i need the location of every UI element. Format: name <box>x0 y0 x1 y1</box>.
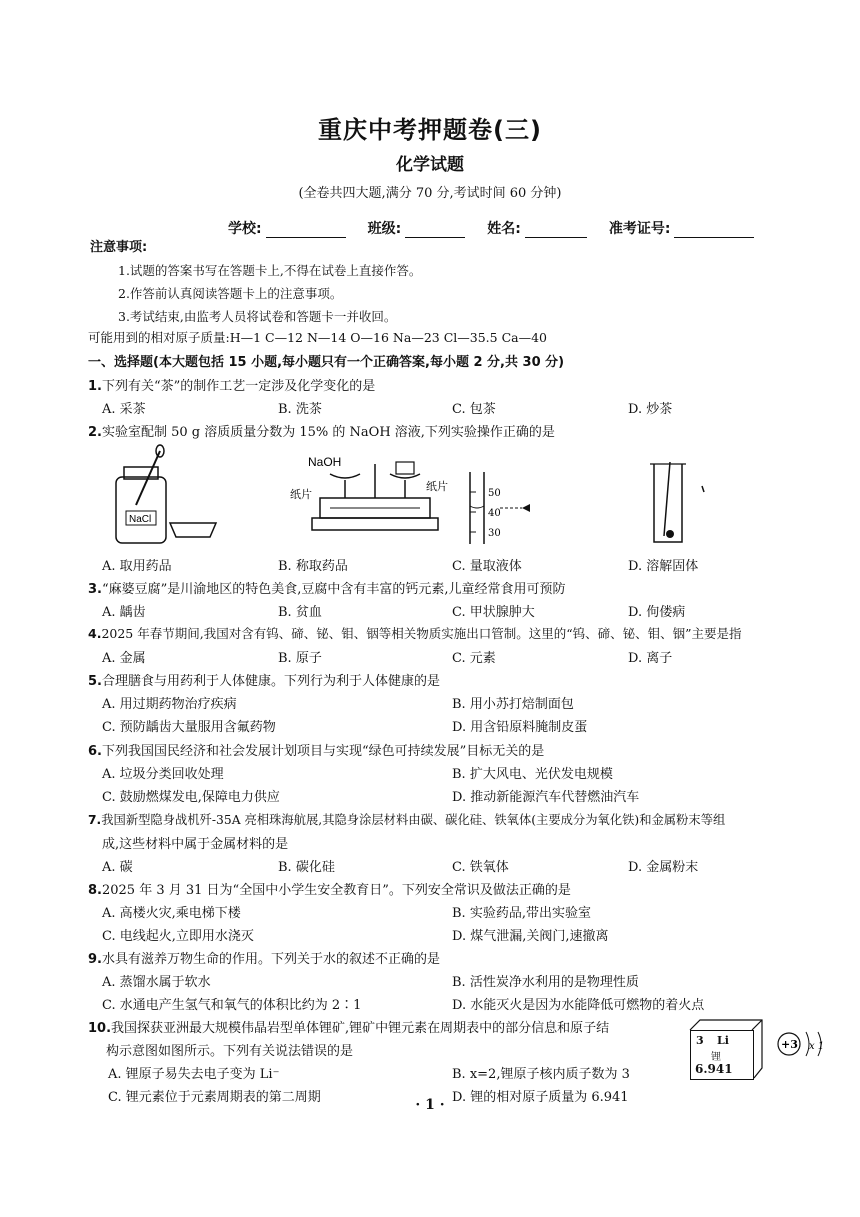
option[interactable]: C. 鼓励燃煤发电,保障电力供应 <box>102 790 280 805</box>
option[interactable]: A. 锂原子易失去电子变为 Li⁻ <box>108 1067 280 1082</box>
option[interactable]: A. 垃圾分类回收处理 <box>102 767 224 782</box>
option[interactable]: B. 称取药品 <box>278 559 348 574</box>
lithium-cube-edge <box>690 1020 770 1082</box>
page-title: 重庆中考押题卷(三) <box>318 116 542 144</box>
option[interactable]: D. 溶解固体 <box>628 559 699 574</box>
question-7-continued: 成,这些材料中属于金属材料的是 <box>102 837 289 852</box>
option[interactable]: D. 离子 <box>628 651 673 666</box>
question-1: 1.下列有关“茶”的制作工艺一定涉及化学变化的是 <box>88 379 376 394</box>
question-9: 9.水具有滋养万物生命的作用。下列关于水的叙述不正确的是 <box>88 952 440 967</box>
option[interactable]: A. 金属 <box>102 651 146 666</box>
exam-info: (全卷共四大题,满分 70 分,考试时间 60 分钟) <box>298 186 562 201</box>
paper-label-left: 纸片 <box>290 488 312 501</box>
cylinder-reading-figure <box>460 470 550 550</box>
question-10: 10.我国探获亚洲最大规模伟晶岩型单体锂矿,锂矿中锂元素在周期表中的部分信息和原子结 <box>88 1021 610 1036</box>
reagent-bottle-figure <box>110 445 230 555</box>
class-field[interactable]: 班级: <box>368 218 466 238</box>
notice-item: 1.试题的答案书写在答题卡上,不得在试卷上直接作答。 <box>118 263 422 278</box>
option[interactable]: B. 贫血 <box>278 605 322 620</box>
option[interactable]: C. 量取液体 <box>452 559 522 574</box>
question-10-continued: 构示意图如图所示。下列有关说法错误的是 <box>106 1044 354 1059</box>
question-3: 3.“麻婆豆腐”是川渝地区的特色美食,豆腐中含有丰富的钙元素,儿童经常食用可预防 <box>88 582 566 597</box>
option[interactable]: D. 水能灭火是因为水能降低可燃物的着火点 <box>452 998 705 1013</box>
option[interactable]: D. 煤气泄漏,关阀门,速撤离 <box>452 929 609 944</box>
option[interactable]: B. 活性炭净水利用的是物理性质 <box>452 975 639 990</box>
section-heading: 一、选择题(本大题包括 15 小题,每小题只有一个正确答案,每小题 2 分,共 30 分) <box>88 355 565 370</box>
naoh-label: NaOH <box>308 455 342 469</box>
option[interactable]: A. 采茶 <box>102 402 146 417</box>
option[interactable]: B. 用小苏打焙制面包 <box>452 697 574 712</box>
option[interactable]: D. 佝偻病 <box>628 605 686 620</box>
option[interactable]: B. x=2,锂原子核内质子数为 3 <box>452 1067 630 1082</box>
option[interactable]: D. 炒茶 <box>628 402 673 417</box>
atomic-structure-diagram <box>776 1028 836 1068</box>
exam-number-field[interactable]: 准考证号: <box>609 218 755 238</box>
atomic-masses: 可能用到的相对原子质量:H—1 C—12 N—14 O—16 Na—23 Cl—35.5 Ca—40 <box>88 330 547 345</box>
question-8: 8.2025 年 3 月 31 日为“全国中小学生安全教育日”。下列安全常识及做法正确的是 <box>88 883 571 898</box>
option[interactable]: B. 洗茶 <box>278 402 322 417</box>
dissolving-figure <box>640 458 730 553</box>
option[interactable]: B. 实验药品,带出实验室 <box>452 906 591 921</box>
option[interactable]: C. 水通电产生氢气和氧气的体积比约为 2∶1 <box>102 998 362 1013</box>
option[interactable]: C. 铁氧体 <box>452 860 509 875</box>
tick-label: 50 <box>488 488 501 499</box>
question-7: 7.我国新型隐身战机歼-35A 亮相珠海航展,其隐身涂层材料由碳、碳化硅、铁氧体(主要成分为氧化铁)和金属粉末等组 <box>88 813 726 827</box>
notice-item: 3.考试结束,由监考人员将试卷和答题卡一并收回。 <box>118 309 397 324</box>
element-name: 锂 <box>711 1052 721 1063</box>
paper-label-right: 纸片 <box>426 480 448 493</box>
option[interactable]: A. 碳 <box>102 860 133 875</box>
subject-title: 化学试题 <box>396 155 464 175</box>
atomic-number: 3 <box>696 1034 704 1047</box>
notice-heading: 注意事项: <box>90 240 148 255</box>
option[interactable]: D. 推动新能源汽车代替燃油汽车 <box>452 790 640 805</box>
option[interactable]: D. 金属粉末 <box>628 860 699 875</box>
nucleus-charge: +3 <box>781 1038 798 1051</box>
page-number: · 1 · <box>415 1097 445 1113</box>
name-field[interactable]: 姓名: <box>487 218 587 238</box>
option[interactable]: B. 碳化硅 <box>278 860 335 875</box>
option[interactable]: C. 电线起火,立即用水浇灭 <box>102 929 254 944</box>
element-symbol: Li <box>717 1034 729 1047</box>
tick-label: 30 <box>488 528 501 539</box>
option[interactable]: C. 甲状腺肿大 <box>452 605 535 620</box>
option[interactable]: C. 预防龋齿大量服用含氟药物 <box>102 720 276 735</box>
question-2: 2.实验室配制 50 g 溶质质量分数为 15% 的 NaOH 溶液,下列实验操作正确的是 <box>88 425 555 440</box>
option[interactable]: D. 锂的相对原子质量为 6.941 <box>452 1090 629 1105</box>
option[interactable]: C. 锂元素位于元素周期表的第二周期 <box>108 1090 321 1105</box>
option[interactable]: B. 扩大风电、光伏发电规模 <box>452 767 613 782</box>
question-6: 6.下列我国国民经济和社会发展计划项目与实现“绿色可持续发展”目标无关的是 <box>88 744 545 759</box>
notice-item: 2.作答前认真阅读答题卡上的注意事项。 <box>118 286 343 301</box>
shell-electrons: x 1 <box>809 1041 825 1052</box>
atomic-mass: 6.941 <box>695 1062 733 1076</box>
student-fields <box>228 218 754 238</box>
option[interactable]: C. 包茶 <box>452 402 496 417</box>
option[interactable]: A. 龋齿 <box>102 605 146 620</box>
option[interactable]: A. 取用药品 <box>102 559 172 574</box>
school-field[interactable]: 学校: <box>228 218 346 238</box>
option[interactable]: B. 原子 <box>278 651 322 666</box>
option[interactable]: D. 用含铅原料腌制皮蛋 <box>452 720 588 735</box>
tick-label: 40 <box>488 508 501 519</box>
question-4: 4.2025 年春节期间,我国对含有钨、碲、铋、钼、铟等相关物质实施出口管制。这里的“钨、碲、铋、钼、铟”主要是指 <box>88 626 742 641</box>
nacl-label: NaCl <box>129 514 152 525</box>
option[interactable]: A. 高楼火灾,乘电梯下楼 <box>102 906 241 921</box>
option[interactable]: C. 元素 <box>452 651 496 666</box>
question-5: 5.合理膳食与用药利于人体健康。下列行为利于人体健康的是 <box>88 674 440 689</box>
option[interactable]: A. 蒸馏水属于软水 <box>102 975 211 990</box>
balance-figure <box>290 452 460 552</box>
option[interactable]: A. 用过期药物治疗疾病 <box>102 697 237 712</box>
